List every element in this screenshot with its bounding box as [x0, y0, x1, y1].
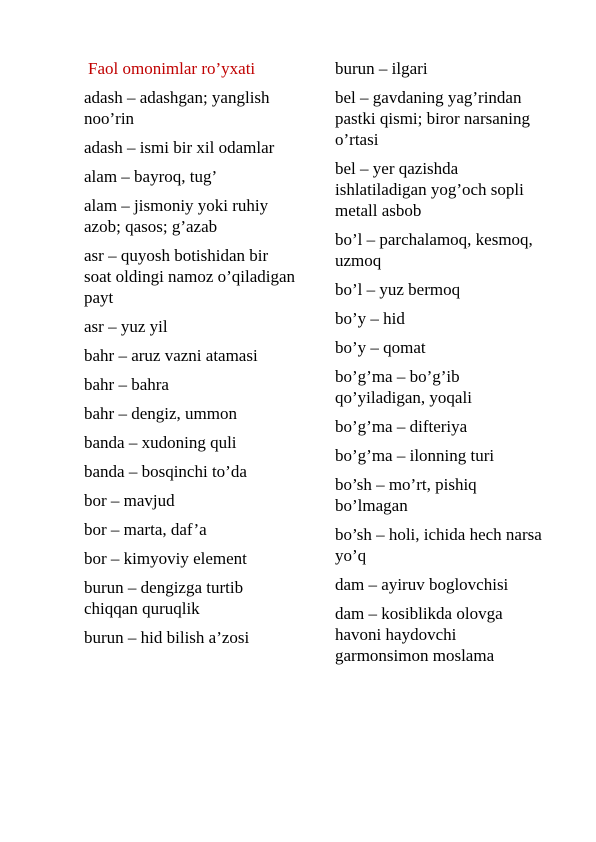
- entry-right-10: bo’g’ma – ilonning turi: [335, 446, 495, 465]
- entry-right-14: dam – kosiblikda olovga havoni haydovchi garmonsimon moslama: [335, 604, 503, 665]
- entry-right-3: bel – yer qazishda ishlatiladigan yog’och sopli metall asbob: [335, 159, 524, 220]
- entry-right-8: bo’g’ma – bo’g’ib qo’yiladigan, yoqali: [335, 367, 472, 407]
- entry-right-2: bel – gavdaning yag’rindan pastki qismi; biror narsaning o’rtasi: [335, 88, 531, 149]
- entry-right-13: dam – ayiruv boglovchisi: [335, 575, 509, 594]
- entry-right-6: bo’y – hid: [335, 309, 405, 328]
- entry-left-11: banda – bosqinchi to’da: [84, 462, 247, 481]
- right-column: [335, 58, 550, 674]
- entry-left-5: asr – quyosh botishidan bir soat oldingi namoz o’qiladigan payt: [84, 246, 296, 307]
- entry-right-4: bo’l – parchalamoq, kesmoq, uzmoq: [335, 230, 533, 270]
- entry-left-12: bor – mavjud: [84, 491, 175, 510]
- entry-left-10: banda – xudoning quli: [84, 433, 237, 452]
- entry-right-7: bo’y – qomat: [335, 338, 426, 357]
- entry-left-16: burun – hid bilish a’zosi: [84, 628, 250, 647]
- left-column: [84, 58, 298, 656]
- entry-right-9: bo’g’ma – difteriya: [335, 417, 468, 436]
- entry-left-4: alam – jismoniy yoki ruhiy azob; qasos; g’azab: [84, 196, 269, 236]
- entry-right-1: burun – ilgari: [335, 59, 428, 78]
- entry-left-15: burun – dengizga turtib chiqqan quruqlik: [84, 578, 244, 618]
- entry-left-14: bor – kimyoviy element: [84, 549, 247, 568]
- entry-right-5: bo’l – yuz bermoq: [335, 280, 461, 299]
- entry-left-1: adash – adashgan; yanglish noo’rin: [84, 88, 270, 128]
- entry-left-2: adash – ismi bir xil odamlar: [84, 138, 275, 157]
- document-title: Faol omonimlar ro’yxati: [88, 59, 256, 78]
- entry-right-12: bo’sh – holi, ichida hech narsa yo’q: [335, 525, 542, 565]
- entry-left-3: alam – bayroq, tug’: [84, 167, 218, 186]
- entry-left-7: bahr – aruz vazni atamasi: [84, 346, 258, 365]
- entry-left-6: asr – yuz yil: [84, 317, 168, 336]
- entry-left-9: bahr – dengiz, ummon: [84, 404, 237, 423]
- entry-left-8: bahr – bahra: [84, 375, 169, 394]
- entry-left-13: bor – marta, daf’a: [84, 520, 207, 539]
- entry-right-11: bo’sh – mo’rt, pishiq bo’lmagan: [335, 475, 477, 515]
